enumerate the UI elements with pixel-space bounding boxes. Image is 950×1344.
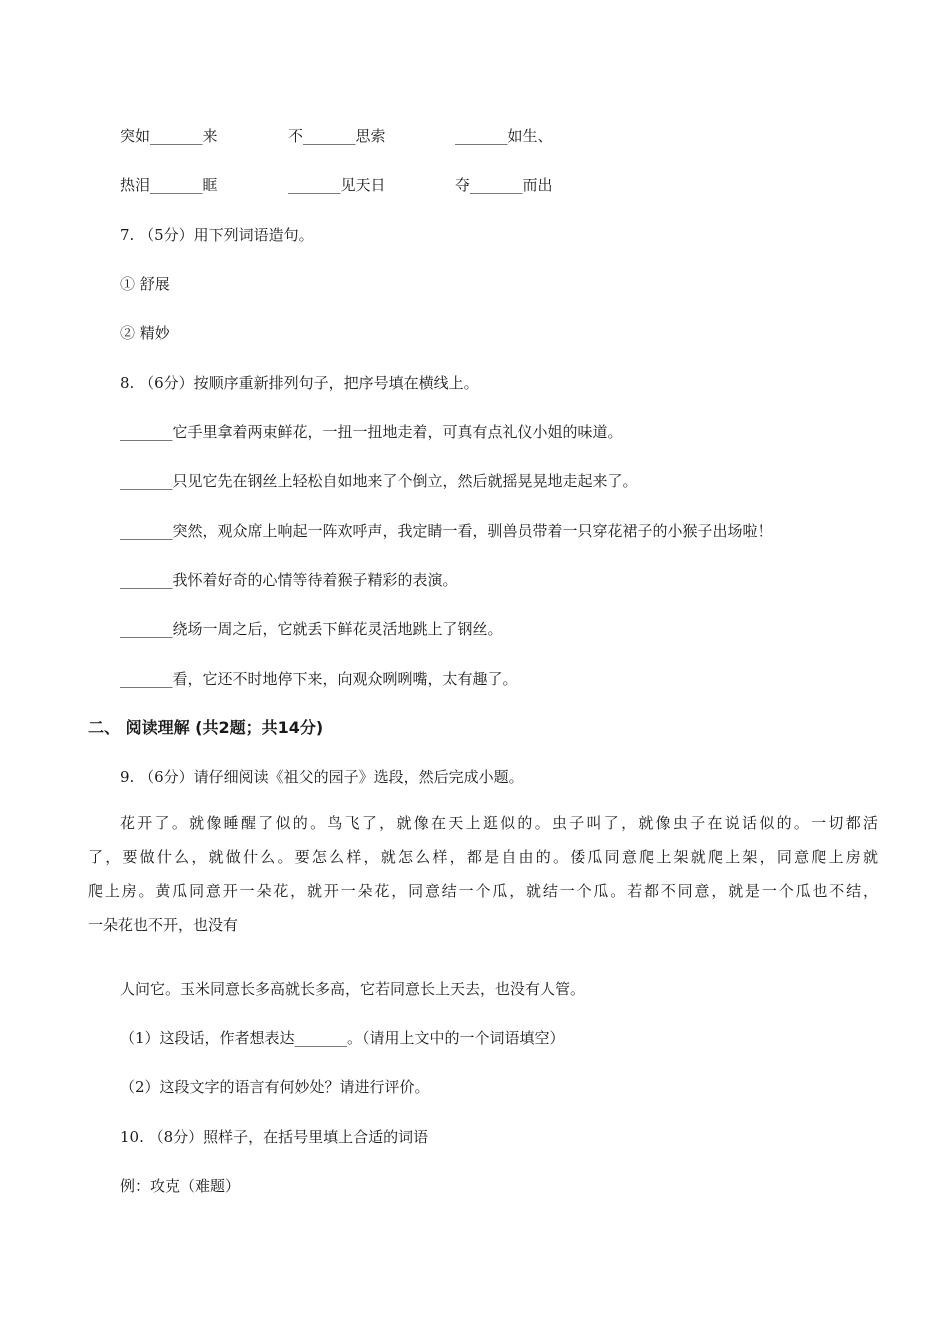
q7-title: 7. （5分）用下列词语造句。	[120, 226, 314, 244]
q8-item-2: _______只见它先在钢丝上轻松自如地来了个倒立，然后就摇晃晃地走起来了。	[120, 472, 638, 490]
idiom-blank-2: 不_______思索	[288, 127, 386, 145]
passage-line-4: 一朵花也不开，也没有	[88, 916, 239, 934]
q10-example: 例：攻克（难题）	[120, 1177, 241, 1195]
idiom-blank-1: 突如_______来	[120, 127, 218, 145]
q10-title: 10. （8分）照样子，在括号里填上合适的词语	[120, 1128, 429, 1146]
passage-line-3: 爬上房。黄瓜同意开一朵花，就开一朵花，同意结一个瓜，就结一个瓜。若都不同意，就是一个瓜也不结，	[88, 882, 878, 900]
q8-item-1: _______它手里拿着两束鲜花，一扭一扭地走着，可真有点礼仪小姐的味道。	[120, 423, 623, 441]
idiom-blank-6: 夺_______而出	[455, 176, 553, 194]
q9-sub-question-1: （1）这段话，作者想表达_______。（请用上文中的一个词语填空）	[120, 1029, 565, 1047]
passage-line-2: 了，要做什么，就做什么。要怎么样，就怎么样，都是自由的。倭瓜同意爬上架就爬上架，同意爬上房就	[88, 848, 878, 866]
q7-item-2: ② 精妙	[120, 324, 170, 342]
idiom-blank-3: _______如生、	[455, 127, 553, 145]
q9-passage-continued: 人问它。玉米同意长多高就长多高，它若同意长上天去，也没有人管。	[120, 980, 586, 998]
q9-passage	[88, 806, 878, 942]
q9-sub-question-2: （2）这段文字的语言有何妙处？请进行评价。	[120, 1078, 430, 1096]
q7-item-1: ① 舒展	[120, 275, 170, 293]
q8-item-5: _______绕场一周之后，它就丢下鲜花灵活地跳上了钢丝。	[120, 620, 503, 638]
q8-item-4: _______我怀着好奇的心情等待着猴子精彩的表演。	[120, 571, 458, 589]
q8-title: 8. （6分）按顺序重新排列句子，把序号填在横线上。	[120, 374, 479, 392]
idiom-blank-5: _______见天日	[288, 176, 386, 194]
q8-item-3: _______突然，观众席上响起一阵欢呼声，我定睛一看，驯兽员带着一只穿花裙子的小猴子出场啦！	[120, 522, 773, 540]
idiom-blank-4: 热泪_______眶	[120, 176, 218, 194]
q9-title: 9. （6分）请仔细阅读《祖父的园子》选段，然后完成小题。	[120, 768, 524, 786]
section-heading: 二、 阅读理解 (共2题；共14分)	[88, 718, 324, 737]
passage-line-1: 花开了。就像睡醒了似的。鸟飞了，就像在天上逛似的。虫子叫了，就像虫子在说话似的。一切都活	[120, 814, 878, 832]
q8-item-6: _______看，它还不时地停下来，向观众咧咧嘴，太有趣了。	[120, 670, 518, 688]
